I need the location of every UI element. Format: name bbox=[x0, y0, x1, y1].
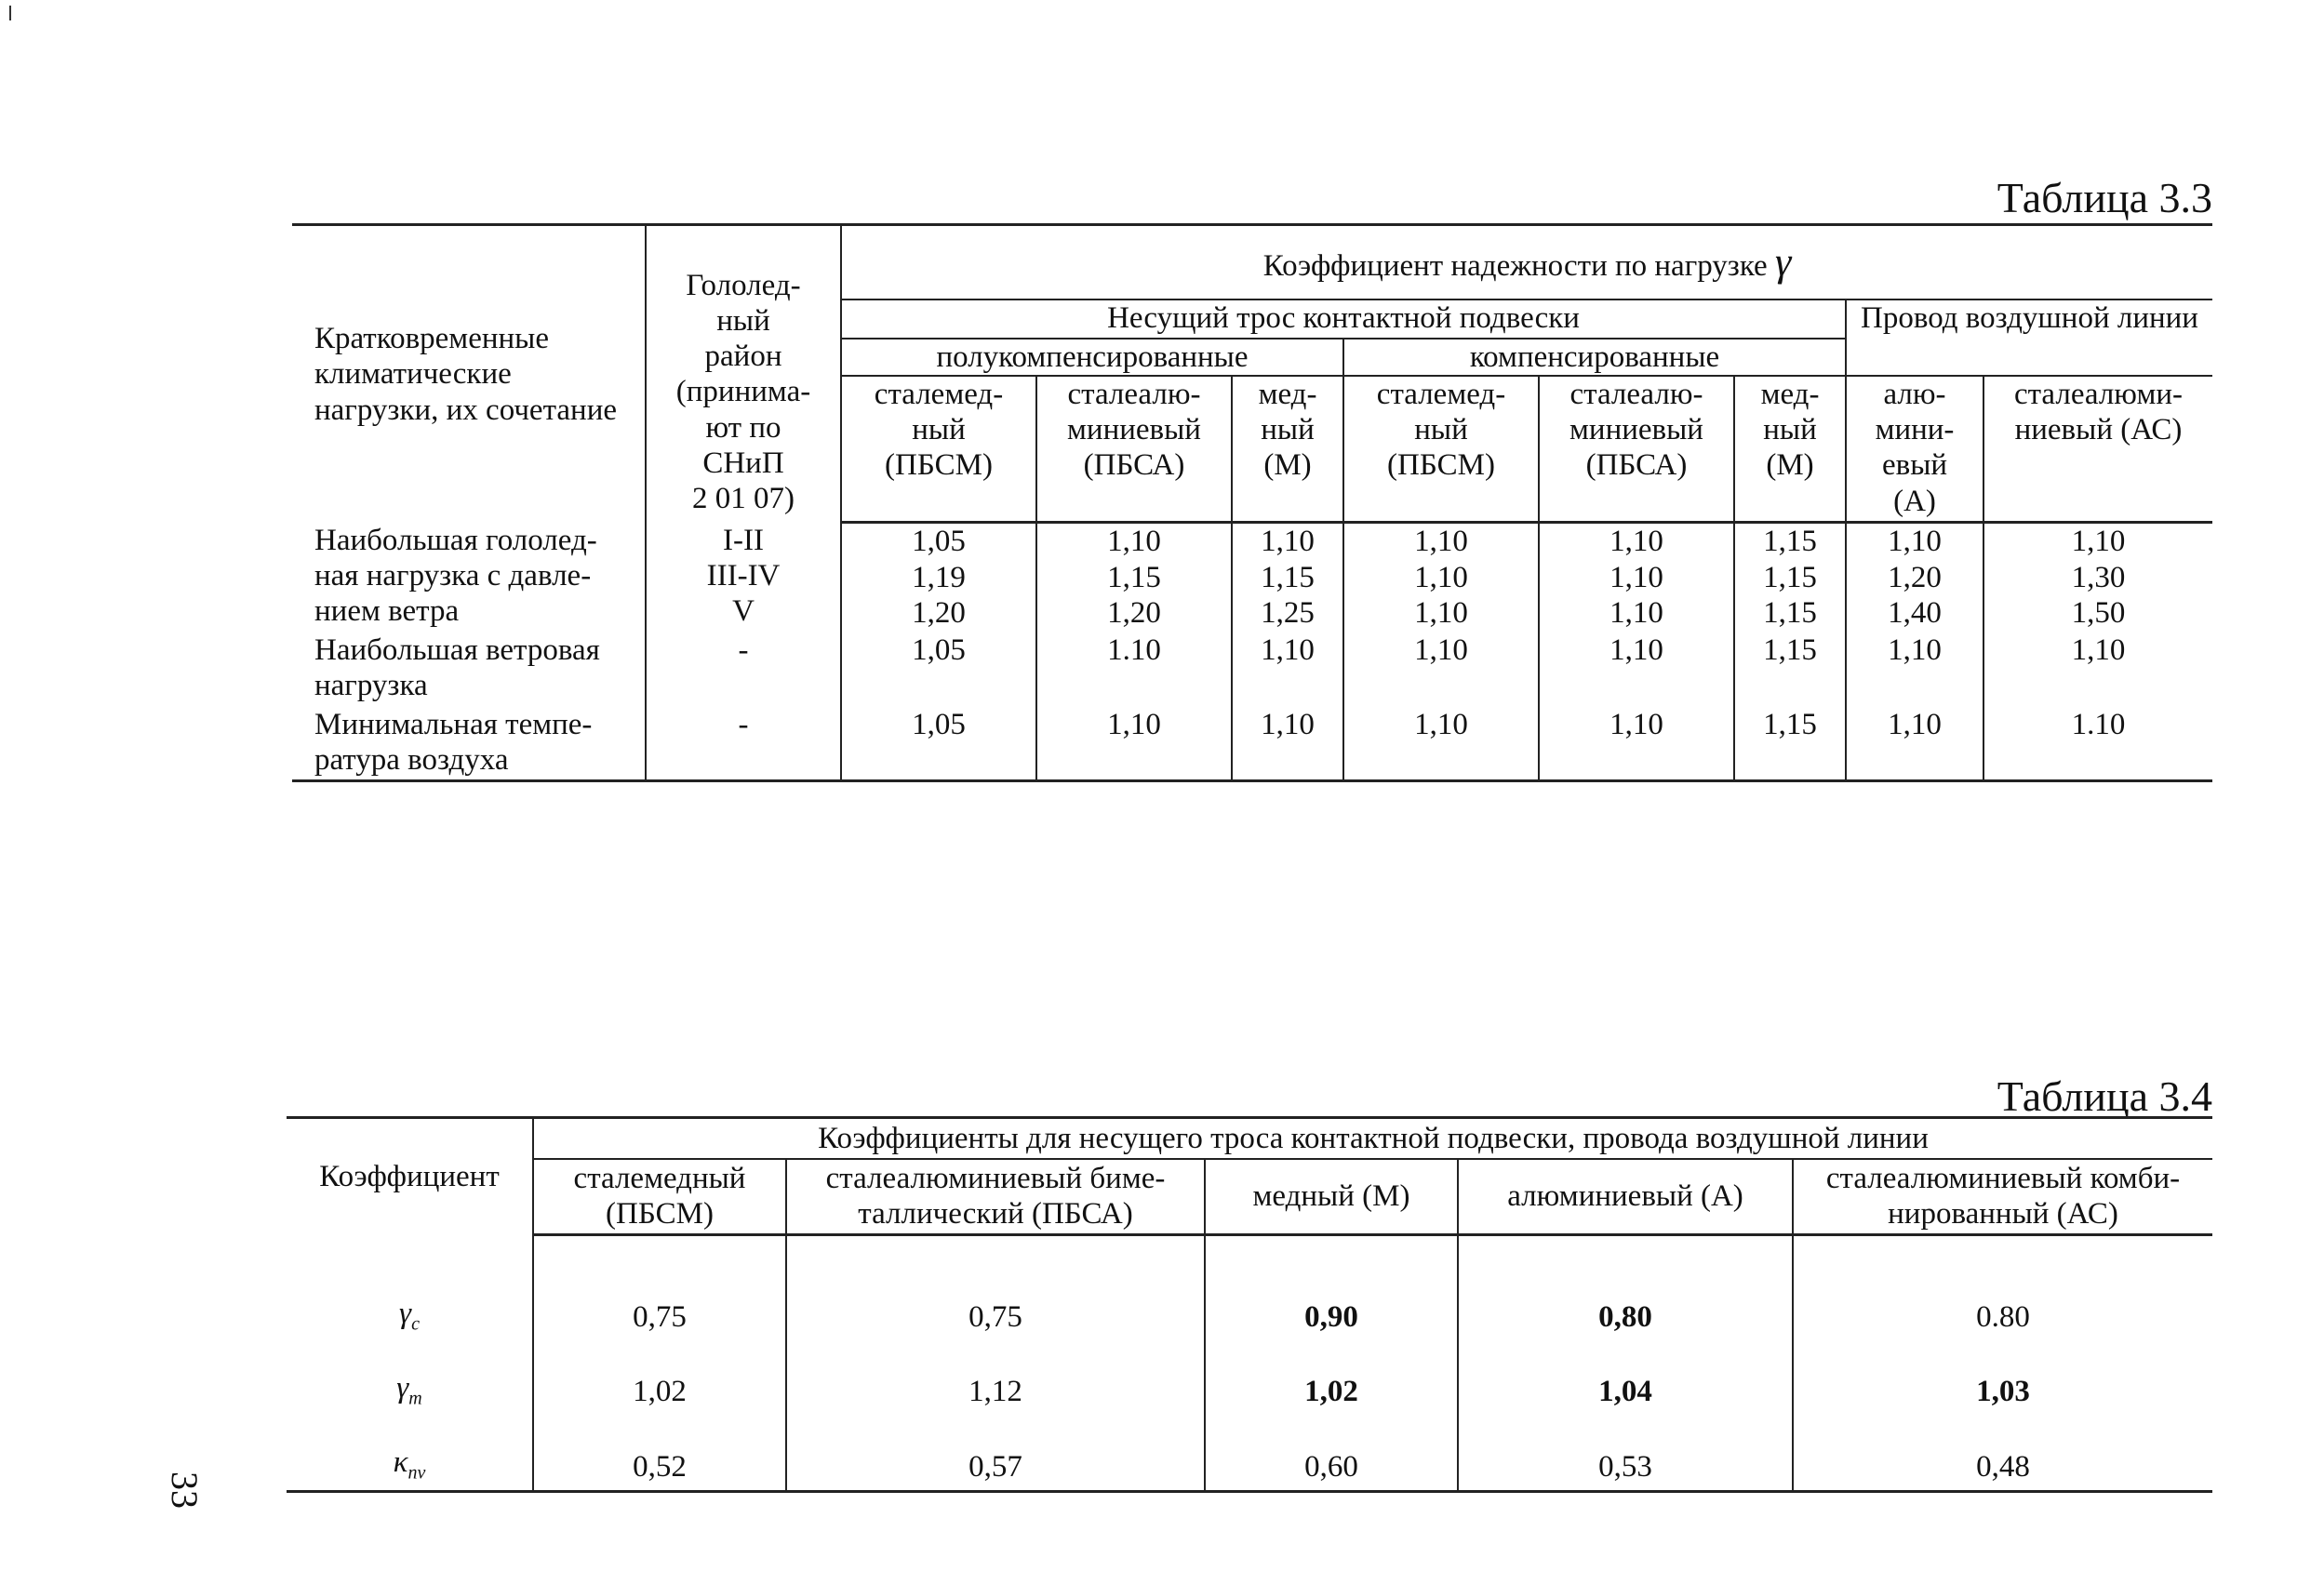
table-row bbox=[292, 523, 2212, 632]
subgroup-semicompensated: полукомпенсированные bbox=[841, 339, 1343, 376]
row-label: Наибольшая гололед- ная нагрузка с давле- нием ветра bbox=[314, 523, 597, 629]
table-cell: 1,10 1,15 1,20 bbox=[1036, 523, 1232, 632]
coef-symbol: $\kappa_{n\nu}$ bbox=[393, 1445, 426, 1484]
table-cell: 1,10 1,15 1,25 bbox=[1232, 523, 1343, 632]
table-cell: 1,05 1,19 1,20 bbox=[841, 523, 1036, 632]
table-3-4 bbox=[287, 1116, 2212, 1493]
material-header: алюминиевый (А) bbox=[1458, 1159, 1793, 1235]
table-row bbox=[287, 1343, 2212, 1418]
table-cell: 1,02 bbox=[1205, 1343, 1458, 1418]
col-header-region: Гололед- ный район (принима- ют по СНиП 2 01 07) bbox=[675, 268, 811, 516]
material-header: сталеалю- миниевый (ПБСА) bbox=[1539, 376, 1734, 523]
group-carrying-cable: Несущий трос контактной подвески bbox=[841, 300, 1846, 339]
table-cell: 1,10 1,10 1,10 bbox=[1539, 523, 1734, 632]
table-cell: 1,15 bbox=[1734, 707, 1846, 781]
table-row bbox=[292, 632, 2212, 707]
table-cell: 1,04 bbox=[1458, 1343, 1793, 1418]
table-row bbox=[292, 707, 2212, 781]
table-cell: 1,10 bbox=[1036, 707, 1232, 781]
table-cell: 1,10 bbox=[1846, 707, 1983, 781]
material-header: сталеалюми- ниевый (АС) bbox=[1983, 376, 2212, 523]
table-cell: 0,48 bbox=[1793, 1418, 2212, 1492]
scan-mark bbox=[9, 6, 11, 20]
table-cell: 1,10 bbox=[1539, 707, 1734, 781]
gamma-symbol: γ bbox=[1774, 239, 1792, 286]
table-cell: 1,05 bbox=[841, 632, 1036, 707]
table-cell: 0.80 bbox=[1793, 1235, 2212, 1343]
table-3-3-caption: Таблица 3.3 bbox=[1997, 174, 2212, 221]
material-header: мед- ный (М) bbox=[1734, 376, 1846, 523]
page-number: 33 bbox=[164, 1471, 206, 1509]
table-3-4-caption: Таблица 3.4 bbox=[1997, 1072, 2212, 1120]
table-cell: 1,05 bbox=[841, 707, 1036, 781]
coef-header: Коэффициент надежности по нагрузке bbox=[1262, 249, 1768, 284]
row-region: I-II III-IV V bbox=[646, 523, 841, 632]
row-label: Наибольшая ветровая нагрузка bbox=[314, 632, 600, 703]
table-cell: 1.10 bbox=[1983, 707, 2212, 781]
table-cell: 1,10 bbox=[1232, 632, 1343, 707]
row-label: Минимальная темпе- ратура воздуха bbox=[314, 707, 593, 778]
group-header: Коэффициенты для несущего троса контактной подвески, провода воздушной линии bbox=[533, 1118, 2212, 1159]
material-header: алю- мини- евый (А) bbox=[1846, 376, 1983, 523]
table-cell: 1,10 1,10 1,10 bbox=[1343, 523, 1539, 632]
table-cell: 1,12 bbox=[786, 1343, 1205, 1418]
table-cell: 1,10 bbox=[1343, 707, 1539, 781]
table-cell: 1.10 bbox=[1036, 632, 1232, 707]
table-cell: 0,75 bbox=[533, 1235, 786, 1343]
material-header: сталемед- ный (ПБСМ) bbox=[1343, 376, 1539, 523]
table-cell: 1,02 bbox=[533, 1343, 786, 1418]
col-header-loads: Кратковременные климатические нагрузки, их сочетание bbox=[314, 321, 618, 427]
group-overhead-wire: Провод воздушной линии bbox=[1846, 300, 2212, 376]
coef-symbol: $\gamma_m$ bbox=[396, 1370, 422, 1409]
table-cell: 1,10 1,20 1,40 bbox=[1846, 523, 1983, 632]
table-cell: 0,90 bbox=[1205, 1235, 1458, 1343]
table-cell: 1,10 bbox=[1539, 632, 1734, 707]
table-cell: 1,10 1,30 1,50 bbox=[1983, 523, 2212, 632]
table-cell: 1,15 1,15 1,15 bbox=[1734, 523, 1846, 632]
table-3-3 bbox=[292, 223, 2212, 782]
table-cell: 1,10 bbox=[1343, 632, 1539, 707]
material-header: сталеалю- миниевый (ПБСА) bbox=[1036, 376, 1232, 523]
col-header-coefficient: Коэффициент bbox=[319, 1160, 500, 1194]
table-cell: 0,75 bbox=[786, 1235, 1205, 1343]
table-cell: 0,80 bbox=[1458, 1235, 1793, 1343]
table-cell: 0,53 bbox=[1458, 1418, 1793, 1492]
material-header: сталемедный (ПБСМ) bbox=[533, 1159, 786, 1235]
table-cell: 0,52 bbox=[533, 1418, 786, 1492]
subgroup-compensated: компенсированные bbox=[1343, 339, 1846, 376]
row-region: - bbox=[646, 632, 841, 707]
material-header: медный (М) bbox=[1205, 1159, 1458, 1235]
material-header: сталемед- ный (ПБСМ) bbox=[841, 376, 1036, 523]
table-cell: 0,60 bbox=[1205, 1418, 1458, 1492]
coef-symbol: $\gamma_c$ bbox=[399, 1296, 420, 1335]
table-row bbox=[287, 1235, 2212, 1343]
table-cell: 0,57 bbox=[786, 1418, 1205, 1492]
table-cell: 1,10 bbox=[1983, 632, 2212, 707]
material-header: сталеалюминиевый комби- нированный (АС) bbox=[1793, 1159, 2212, 1235]
table-cell: 1,03 bbox=[1793, 1343, 2212, 1418]
table-cell: 1,10 bbox=[1232, 707, 1343, 781]
row-region: - bbox=[646, 707, 841, 781]
table-cell: 1,10 bbox=[1846, 632, 1983, 707]
table-cell: 1,15 bbox=[1734, 632, 1846, 707]
table-row bbox=[287, 1418, 2212, 1492]
material-header: мед- ный (М) bbox=[1232, 376, 1343, 523]
material-header: сталеалюминиевый биме- таллический (ПБСА) bbox=[786, 1159, 1205, 1235]
